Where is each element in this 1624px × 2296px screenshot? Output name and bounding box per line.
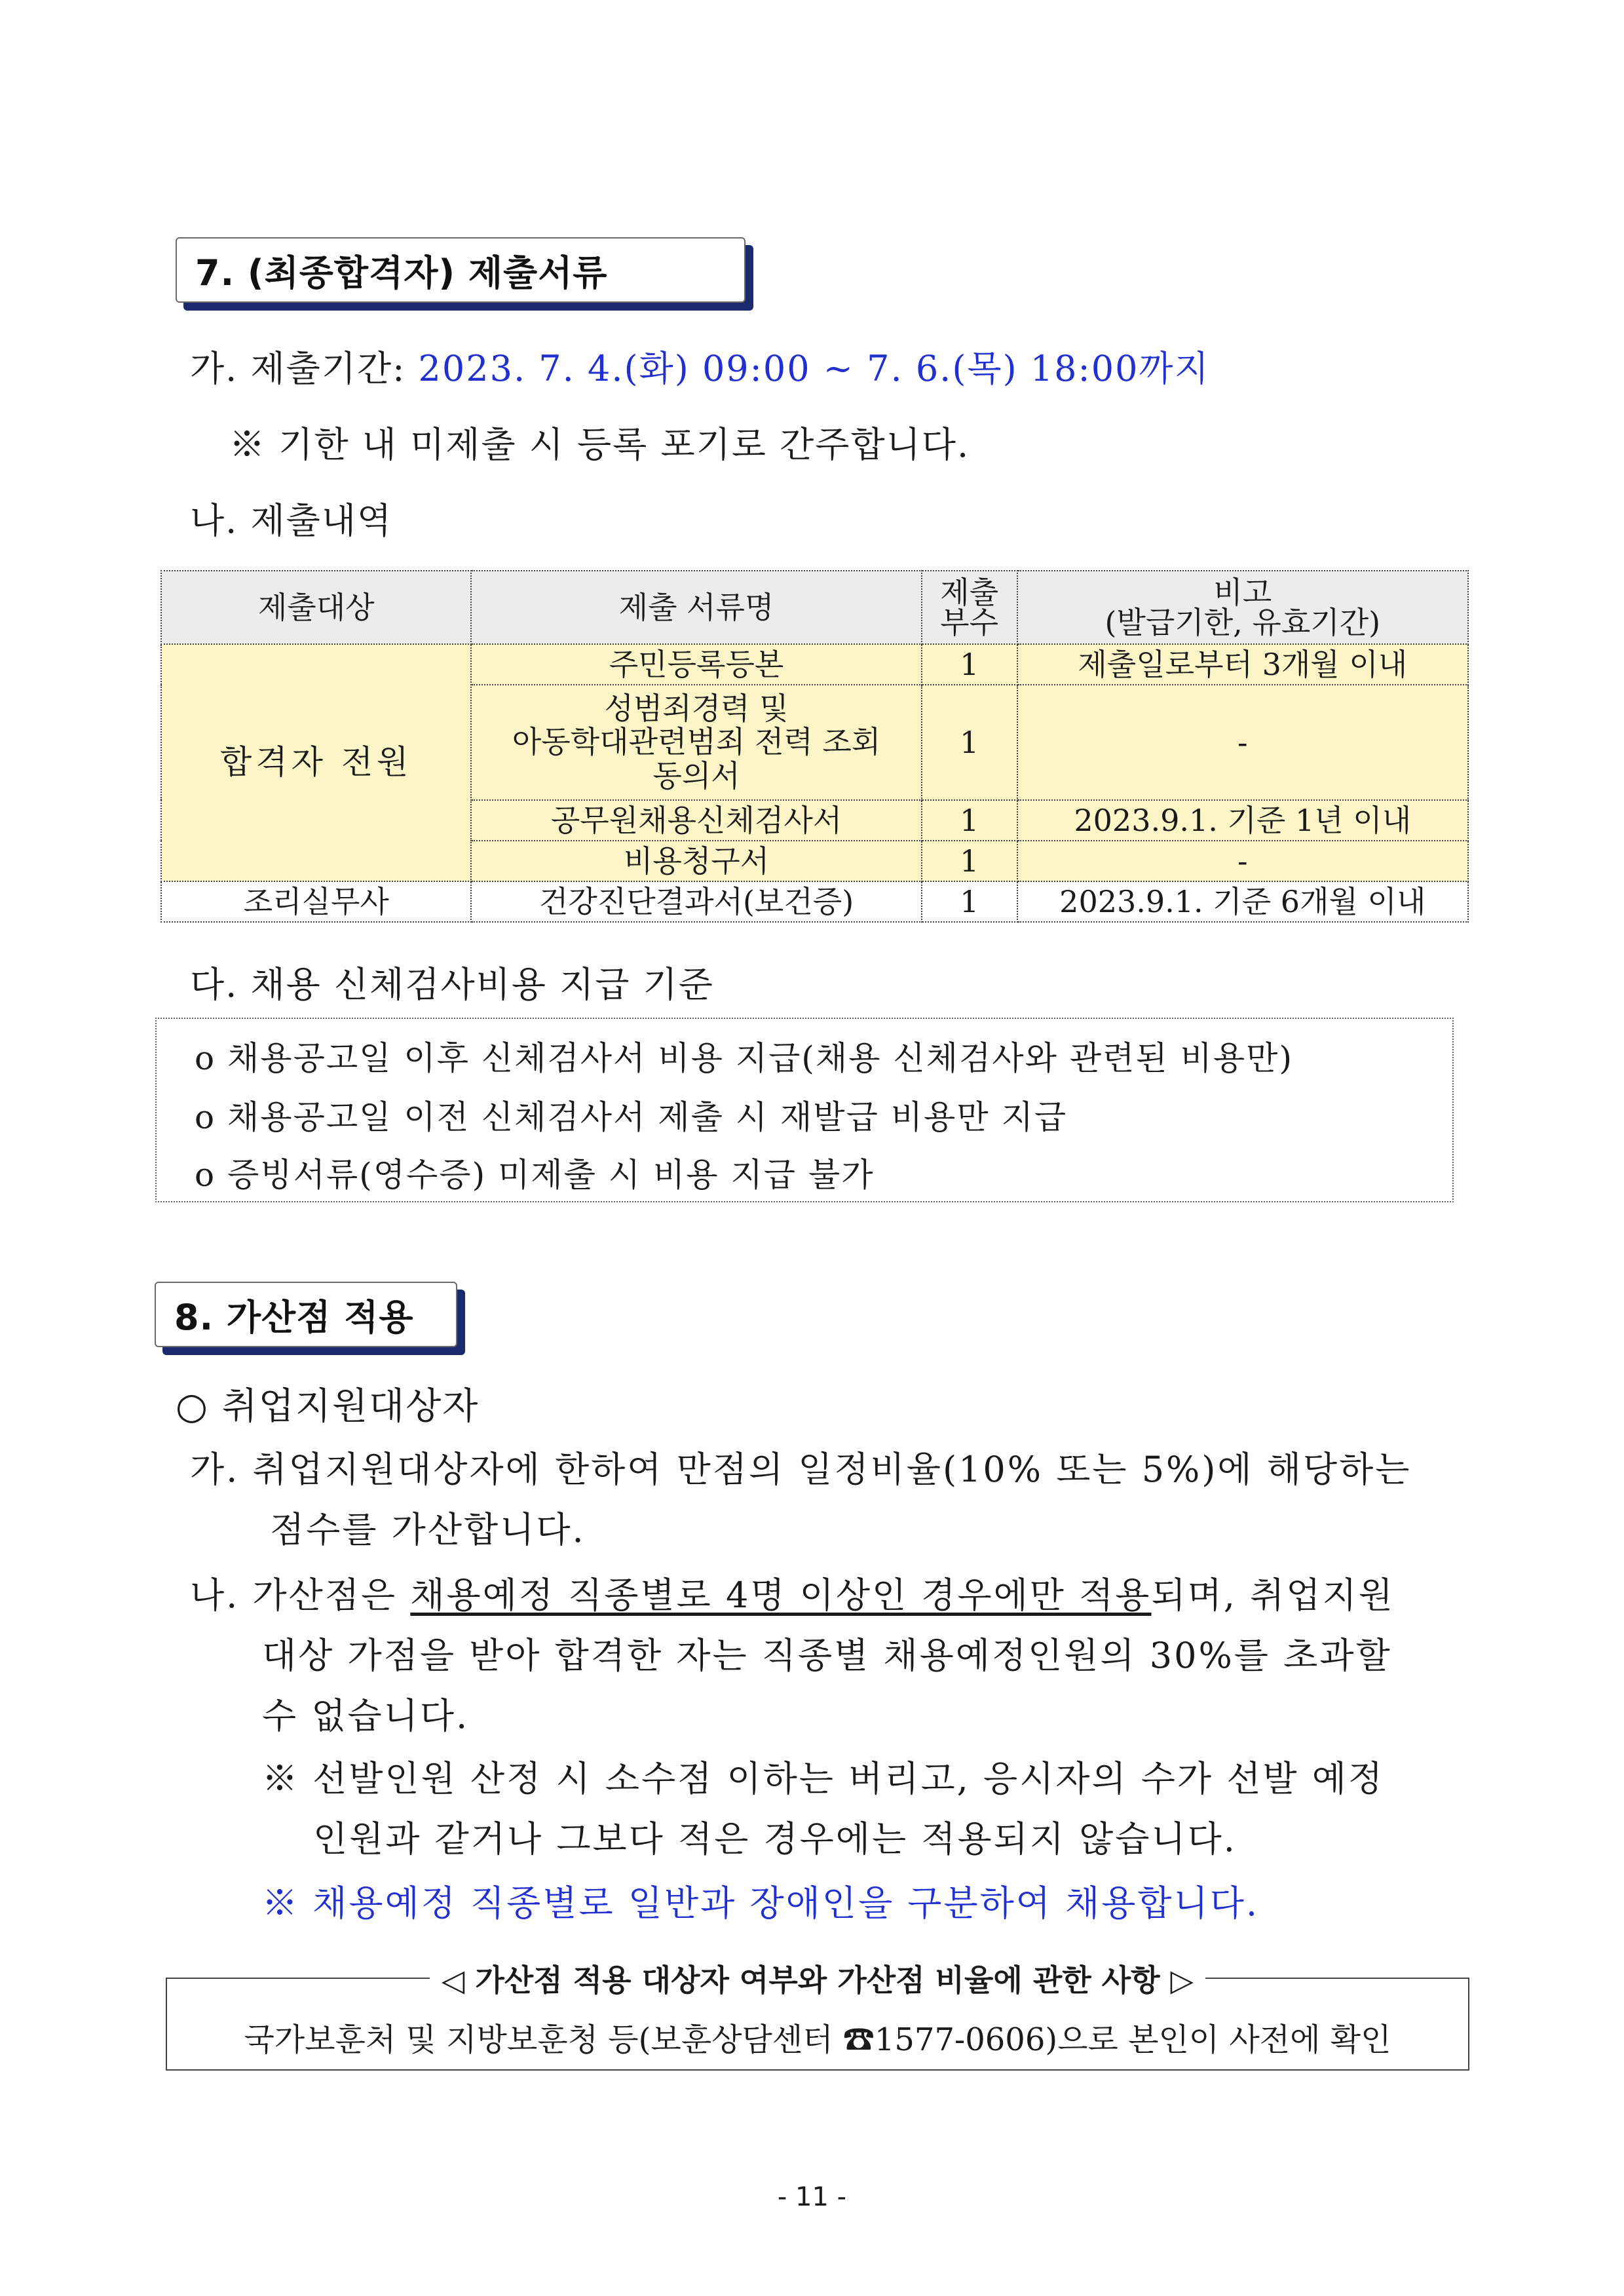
section8-title — [155, 1282, 457, 1347]
header-note: 비고 (발급기한, 유효기간) — [1017, 571, 1468, 644]
na-line-2: 대상 가점을 받아 합격한 자는 직종별 채용예정인원의 30%를 초과할 — [262, 1635, 1392, 1676]
na-line-1 — [190, 1567, 1395, 1618]
note-cell: 2023.9.1. 기준 1년 이내 — [1017, 800, 1468, 841]
count-cell: 1 — [922, 841, 1017, 881]
note1-line-1: ※ 선발인원 산정 시 소수점 이하는 버리고, 응시자의 수가 선발 예정 — [262, 1758, 1385, 1799]
count-cell: 1 — [922, 685, 1017, 800]
note2: ※ 채용예정 직종별로 일반과 장애인을 구분하여 채용합니다. — [262, 1883, 1260, 1924]
submission-period-label: 가. 제출기간: — [190, 348, 419, 389]
job-support-heading: ○ 취업지원대상자 — [176, 1385, 480, 1428]
criteria-item: o 채용공고일 이전 신체검사서 제출 시 재발급 비용만 지급 — [195, 1098, 1068, 1136]
submission-period — [190, 341, 1210, 391]
table-row — [161, 881, 1468, 922]
submission-table — [161, 570, 1469, 923]
table-row — [161, 644, 1468, 685]
header-document: 제출 서류명 — [471, 571, 921, 644]
note-cell: 제출일로부터 3개월 이내 — [1017, 644, 1468, 685]
note-cell: 2023.9.1. 기준 6개월 이내 — [1017, 881, 1468, 922]
table-header-row — [161, 571, 1468, 644]
header-target: 제출대상 — [161, 571, 471, 644]
note-cell: - — [1017, 841, 1468, 881]
submission-period-note: ※ 기한 내 미제출 시 등록 포기로 간주합니다. — [229, 424, 970, 465]
bonus-info-title: ◁ 가산점 적용 대상자 여부와 가산점 비율에 관한 사항 ▷ — [430, 1962, 1205, 1998]
section7-title — [176, 237, 746, 303]
note-cell: - — [1017, 685, 1468, 800]
criteria-box — [155, 1018, 1454, 1202]
doc-health-certificate: 공무원채용신체검사서 — [471, 800, 921, 841]
target-all-passers: 합격자 전원 — [161, 644, 471, 881]
section7-title-text: 7. (최종합격자) 제출서류 — [195, 252, 608, 294]
count-cell: 1 — [922, 644, 1017, 685]
criteria-item: o 채용공고일 이후 신체검사서 비용 지급(채용 신체검사와 관련된 비용만) — [195, 1039, 1293, 1077]
criteria-item: o 증빙서류(영수증) 미제출 시 비용 지급 불가 — [195, 1156, 875, 1194]
count-cell: 1 — [922, 800, 1017, 841]
note1-line-2: 인원과 같거나 그보다 적은 경우에는 적용되지 않습니다. — [313, 1818, 1237, 1860]
bonus-info-text: 국가보훈처 및 지방보훈청 등(보훈상담센터 ☎1577-0606)으로 본인이 사전에 확인 — [244, 2021, 1391, 2058]
submission-period-value: 2023. 7. 4.(화) 09:00 ~ 7. 6.(목) 18:00까지 — [418, 348, 1210, 389]
doc-health-check-result: 건강진단결과서(보건증) — [471, 881, 921, 922]
na-suffix: 되며, 취업지원 — [1151, 1575, 1395, 1616]
bonus-info-title-wrap — [167, 1957, 1468, 2000]
count-cell: 1 — [922, 881, 1017, 922]
na-underlined: 채용예정 직종별로 4명 이상인 경우에만 적용 — [410, 1575, 1152, 1616]
doc-criminal-record-consent: 성범죄경력 및 아동학대관련범죄 전력 조회 동의서 — [471, 685, 921, 800]
na-prefix: 나. 가산점은 — [190, 1575, 411, 1616]
doc-expense-claim: 비용청구서 — [471, 841, 921, 881]
submission-list-label: 나. 제출내역 — [190, 500, 393, 541]
doc-resident-registration: 주민등록등본 — [471, 644, 921, 685]
target-cook: 조리실무사 — [161, 881, 471, 922]
bonus-info-box — [166, 1962, 1469, 2071]
ga-line-2: 점수를 가산합니다. — [270, 1509, 586, 1550]
na-line-3: 수 없습니다. — [262, 1695, 470, 1736]
section8-title-text: 8. 가산점 적용 — [174, 1296, 414, 1338]
header-count: 제출 부수 — [922, 571, 1017, 644]
criteria-label: 다. 채용 신체검사비용 지급 기준 — [190, 964, 714, 1005]
page-number: - 11 - — [777, 2182, 847, 2212]
ga-line-1: 가. 취업지원대상자에 한하여 만점의 일정비율(10% 또는 5%)에 해당하는 — [190, 1449, 1412, 1490]
